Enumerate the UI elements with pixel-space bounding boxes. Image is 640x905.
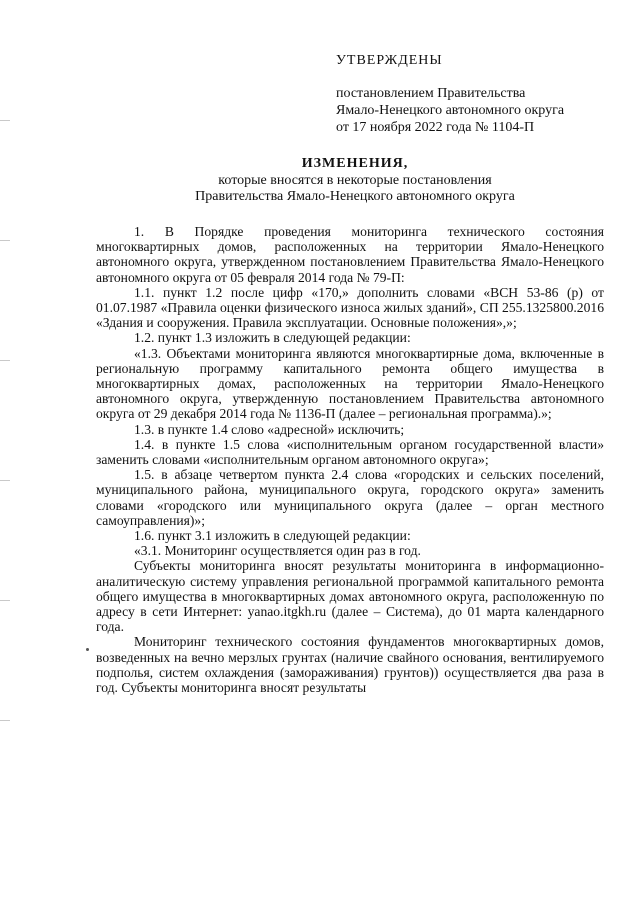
approval-heading: УТВЕРЖДЕНЫ: [336, 53, 443, 68]
scan-margin-mark: [0, 720, 10, 721]
paragraph: 1. В Порядке проведения мониторинга технического состояния многоквартирных домов, расположенных на территории Ямало-Ненецкого автономного округа, утвержденном постановлением Правительства Ямало-Ненецкого автономного округа от 05 февраля 2014 года № 79-П:: [96, 224, 604, 285]
paragraph: 1.2. пункт 1.3 изложить в следующей редакции:: [134, 330, 411, 346]
paragraph: 1.3. в пункте 1.4 слово «адресной» исключить;: [134, 421, 405, 437]
scan-margin-mark: [0, 480, 10, 481]
paragraph: Субъекты мониторинга вносят результаты мониторинга в информационно-аналитическую систему управления региональной программой капитального ремонта общего имущества в многоквартирных домах автономного округа, расположенную по адресу в сети Интернет: yanao.itgkh.ru (далее – Система), до 01 марта календарного года.: [96, 558, 604, 635]
paragraph: 1.5. в абзаце четвертом пункта 2.4 слова «городских и сельских поселений, муниципального района, муниципального округа, городского округа» заменить словами «городского или муниципального округа (далее – орган местного самоуправления)»;: [96, 467, 604, 528]
paragraph: «3.1. Мониторинг осуществляется один раз в год.: [134, 543, 421, 559]
paragraph: 1.6. пункт 3.1 изложить в следующей редакции:: [134, 528, 411, 544]
scan-margin-mark: [0, 600, 10, 601]
document-subtitle: Правительства Ямало-Ненецкого автономного округа: [195, 189, 515, 204]
paragraph: «1.3. Объектами мониторинга являются многоквартирные дома, включенные в региональную программу капитального ремонта общего имущества в многоквартирных домах, расположенных на территории Ямало-Ненецкого автономного округа, утвержденную постановлением Правительства автономного округа от 29 декабря 2014 года № 1136-П (далее – региональная программа).»;: [96, 345, 604, 422]
approval-line: от 17 ноября 2022 года № 1104-П: [336, 120, 535, 135]
approval-line: постановлением Правительства: [336, 86, 526, 101]
approval-line: Ямало-Ненецкого автономного округа: [336, 103, 565, 118]
scan-margin-mark: [0, 120, 10, 121]
paragraph: 1.4. в пункте 1.5 слова «исполнительным органом государственной власти» заменить словами «исполнительным органом автономного округа»;: [96, 436, 604, 468]
paragraph: 1.1. пункт 1.2 после цифр «170,» дополнить словами «ВСН 53-86 (р) от 01.07.1987 «Правила оценки физического износа жилых зданий», СП 255.1325800.2016 «Здания и сооружения. Правила эксплуатации. Основные положения»,»;: [96, 284, 604, 331]
scan-margin-mark: [0, 360, 10, 361]
document-title: ИЗМЕНЕНИЯ,: [301, 156, 409, 171]
scan-speck: [86, 648, 89, 651]
document-title-block: [90, 156, 620, 205]
paragraph: Мониторинг технического состояния фундаментов многоквартирных домов, возведенных на вечно мерзлых грунтах (наличие свайного основания, вентилируемого подполья, систем охлаждения (замораживания) грунтов)) осуществляется два раза в год. Субъекты мониторинга вносят результаты: [96, 634, 604, 696]
approval-block: [336, 52, 626, 136]
document-subtitle: которые вносятся в некоторые постановления: [218, 173, 492, 188]
scan-margin-mark: [0, 240, 10, 241]
document-body: [96, 224, 604, 695]
